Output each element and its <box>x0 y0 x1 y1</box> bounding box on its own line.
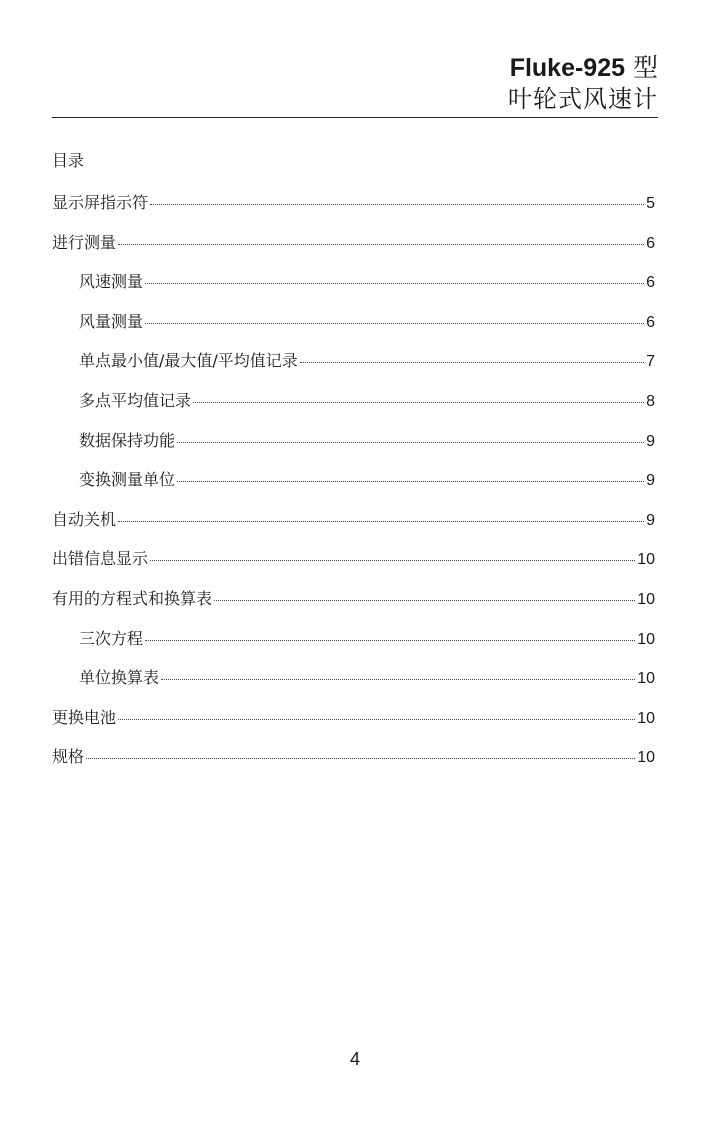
toc-entry-page: 9 <box>646 472 655 490</box>
model-suffix: 型 <box>632 53 658 82</box>
toc-entry[interactable] <box>52 469 655 509</box>
toc-entry[interactable] <box>52 746 655 786</box>
dot-leader <box>177 442 644 443</box>
toc-entry[interactable] <box>52 192 655 232</box>
toc-entry-label: 更换电池 <box>52 707 117 727</box>
toc-entry-page: 10 <box>637 709 655 727</box>
header-divider <box>52 117 658 118</box>
toc-entry-label: 有用的方程式和换算表 <box>52 588 213 608</box>
product-subtitle: 叶轮式风速计 <box>508 85 658 113</box>
toc-entry-label: 单点最小值/最大值/平均值记录 <box>79 351 298 371</box>
toc-entry-label: 风速测量 <box>79 272 144 292</box>
toc-entry-page: 9 <box>646 432 655 450</box>
toc-entry-page: 10 <box>637 749 655 767</box>
toc-entry[interactable] <box>52 667 655 707</box>
toc-entry-label: 规格 <box>52 747 85 767</box>
dot-leader <box>161 679 635 680</box>
toc-entry[interactable] <box>52 311 655 351</box>
toc-entry-page: 10 <box>637 551 655 569</box>
toc-entry[interactable] <box>52 628 655 668</box>
page-number: 4 <box>349 1049 360 1069</box>
toc-entry[interactable] <box>52 271 655 311</box>
toc-entry-label: 自动关机 <box>52 509 117 529</box>
toc-entry-label: 单位换算表 <box>79 668 160 688</box>
dot-leader <box>193 402 644 403</box>
dot-leader <box>118 521 644 522</box>
toc-heading: 目录 <box>52 151 85 170</box>
toc-entry[interactable] <box>52 430 655 470</box>
dot-leader <box>150 560 635 561</box>
toc-entry-label: 风量测量 <box>79 311 144 331</box>
dot-leader <box>118 719 635 720</box>
toc-entry-page: 6 <box>646 313 655 331</box>
toc-entry[interactable] <box>52 588 655 628</box>
toc-entry-label: 显示屏指示符 <box>52 193 149 212</box>
toc-entry[interactable] <box>52 548 655 588</box>
dot-leader <box>214 600 635 601</box>
toc-entry-label: 多点平均值记录 <box>79 390 192 410</box>
toc-entry-page: 6 <box>646 274 655 292</box>
toc-entry-label: 出错信息显示 <box>52 549 149 569</box>
toc-entry[interactable] <box>52 232 655 272</box>
dot-leader <box>145 640 635 641</box>
toc-entry[interactable] <box>52 350 655 390</box>
toc-entry-label: 进行测量 <box>52 232 117 252</box>
toc-entry-page: 10 <box>637 590 655 608</box>
dot-leader <box>86 758 635 759</box>
toc-entry-page: 9 <box>646 511 655 529</box>
toc-entry-page: 8 <box>646 392 655 410</box>
toc-entry[interactable] <box>52 509 655 549</box>
toc-entry-page: 10 <box>637 670 655 688</box>
dot-leader <box>177 481 644 482</box>
dot-leader <box>300 362 644 363</box>
toc-entry-page: 10 <box>637 630 655 648</box>
toc-entry-label: 三次方程 <box>79 628 144 648</box>
toc-entry-label: 变换测量单位 <box>79 470 176 490</box>
toc-entry[interactable] <box>52 390 655 430</box>
dot-leader <box>145 323 644 324</box>
toc-entry-page: 6 <box>646 234 655 252</box>
dot-leader <box>150 204 644 205</box>
model-title <box>508 52 658 84</box>
toc-entry-page: 5 <box>646 195 655 212</box>
table-of-contents <box>52 192 655 786</box>
dot-leader <box>145 283 644 284</box>
model-name: Fluke-925 <box>509 54 626 82</box>
document-header <box>508 52 658 114</box>
toc-entry-label: 数据保持功能 <box>79 430 176 450</box>
toc-entry-page: 7 <box>646 353 655 371</box>
dot-leader <box>118 244 644 245</box>
toc-entry[interactable] <box>52 707 655 747</box>
